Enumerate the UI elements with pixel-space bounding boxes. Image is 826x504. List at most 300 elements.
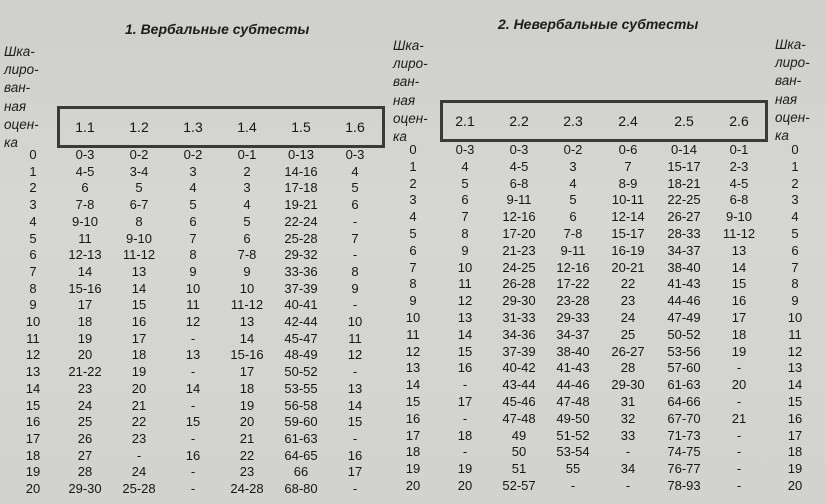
raw-score-cell: 0-13 [287, 147, 315, 162]
raw-score-cell: 12 [457, 293, 473, 309]
raw-score-cell: 28 [620, 360, 636, 376]
raw-score-cell: 78-93 [667, 478, 701, 493]
scale-score-cell: 10 [787, 310, 803, 325]
raw-score-cell: 3-4 [129, 163, 149, 179]
raw-score-cell: 12 [347, 347, 363, 363]
raw-score-cell: 16 [185, 447, 201, 463]
raw-score-cell: 9-10 [71, 213, 99, 229]
raw-score-cell: 50-52 [284, 364, 318, 380]
raw-score-cell: 13 [731, 242, 747, 258]
raw-score-cell: 0-6 [618, 142, 638, 157]
scale-score-cell: 13 [25, 364, 41, 380]
raw-score-cell: 15-16 [230, 347, 264, 363]
raw-score-cell: 34-37 [667, 242, 701, 258]
scale-score-cell: 11 [406, 326, 420, 342]
raw-score-cell: 45-47 [284, 330, 318, 346]
raw-score-cell: 29-30 [502, 293, 536, 309]
raw-score-cell: 34-36 [502, 326, 536, 342]
column-header: 1.6 [345, 119, 365, 135]
column-header: 2.5 [674, 113, 694, 129]
scale-score-cell: 14 [787, 377, 803, 393]
raw-score-cell: - [736, 360, 742, 376]
scale-score-cell: 0 [791, 142, 799, 157]
raw-score-cell: 14 [185, 380, 201, 396]
scale-score-cell: 17 [787, 427, 803, 443]
scale-score-cell: 9 [409, 293, 417, 309]
raw-score-cell: 6 [351, 197, 359, 213]
scale-score-cell: 9 [29, 297, 37, 313]
raw-score-cell: 22-25 [667, 192, 701, 208]
scale-score-cell: 1 [409, 158, 417, 174]
raw-score-cell: 19 [131, 364, 147, 380]
raw-score-cell: 15-17 [611, 226, 645, 241]
column-header: 1.5 [291, 119, 311, 135]
scale-score-cell: 15 [25, 397, 41, 413]
raw-score-cell: 18 [239, 380, 255, 396]
raw-score-cell: 74-75 [667, 444, 701, 460]
raw-score-cell: 19-21 [284, 197, 318, 213]
raw-score-cell: 21-23 [502, 242, 536, 258]
raw-score-cell: 17-22 [556, 276, 590, 292]
raw-score-cell: 76-77 [667, 461, 701, 477]
raw-score-cell: 47-48 [556, 394, 590, 409]
raw-score-cell: - [136, 447, 142, 463]
raw-score-cell: 28 [77, 464, 93, 480]
column-header: 1.3 [183, 119, 203, 135]
column-header: 2.2 [509, 113, 529, 129]
raw-score-cell: 23 [620, 293, 636, 309]
raw-score-cell: 50-52 [667, 326, 701, 342]
raw-score-cell: 9-11 [560, 242, 586, 258]
raw-score-cell: 9 [351, 280, 359, 296]
raw-score-cell: 12 [185, 314, 201, 329]
scale-score-cell: 18 [787, 444, 803, 460]
raw-score-cell: 13 [185, 347, 201, 363]
scale-score-cell: 20 [25, 481, 41, 496]
raw-score-cell: 17 [457, 394, 473, 409]
column-header: 1.1 [75, 119, 95, 135]
raw-score-cell: 52-57 [502, 478, 536, 493]
scale-score-label-middle: Шка- лиро- ван- ная оцен- ка [393, 38, 428, 145]
raw-score-cell: 9 [189, 263, 197, 279]
raw-score-cell: 23 [239, 464, 255, 480]
raw-score-cell: 20 [731, 377, 747, 393]
raw-score-cell: 14 [347, 397, 363, 413]
raw-score-cell: 29-30 [68, 481, 102, 496]
raw-score-cell: 17 [239, 364, 255, 380]
raw-score-cell: 11-12 [122, 247, 156, 263]
scale-score-cell: 18 [25, 447, 41, 463]
raw-score-cell: 3 [189, 163, 197, 179]
raw-score-cell: 6 [569, 209, 577, 225]
raw-score-cell: 12-16 [502, 209, 536, 225]
raw-score-cell: - [352, 213, 358, 229]
raw-score-cell: 15 [185, 414, 201, 430]
raw-score-cell: 48-49 [284, 347, 318, 363]
raw-score-cell: - [736, 478, 742, 493]
raw-score-cell: 0-3 [345, 147, 365, 162]
raw-score-cell: 24-28 [230, 481, 264, 496]
scale-score-cell: 20 [405, 478, 421, 493]
raw-score-cell: 50 [511, 444, 527, 460]
raw-score-cell: 7 [189, 230, 197, 246]
scale-score-cell: 4 [29, 213, 37, 229]
raw-score-cell: 16 [131, 314, 147, 329]
raw-score-cell: 55 [565, 461, 581, 477]
scale-score-cell: 14 [25, 380, 41, 396]
raw-score-cell: 49-50 [556, 410, 590, 426]
scale-score-cell: 16 [25, 414, 41, 430]
raw-score-cell: 23-28 [556, 293, 590, 309]
scale-score-cell: 11 [788, 326, 802, 342]
raw-score-cell: 25 [77, 414, 93, 430]
raw-score-cell: 3 [243, 180, 251, 196]
scale-score-cell: 13 [405, 360, 421, 376]
raw-score-cell: 15 [347, 414, 363, 430]
raw-score-cell: 15-17 [667, 158, 701, 174]
raw-score-cell: 64-66 [667, 394, 701, 409]
scale-score-cell: 12 [405, 343, 421, 359]
raw-score-cell: - [190, 364, 196, 380]
raw-score-cell: 6-8 [509, 175, 529, 191]
raw-score-cell: - [462, 410, 468, 426]
raw-score-cell: 10 [347, 314, 363, 329]
scale-score-cell: 15 [405, 394, 421, 409]
raw-score-cell: 21 [239, 430, 255, 446]
scale-score-cell: 5 [409, 226, 417, 241]
raw-score-cell: 40-41 [284, 297, 318, 313]
raw-score-cell: 0-2 [563, 142, 583, 157]
raw-score-cell: 24 [131, 464, 147, 480]
raw-score-cell: 5 [461, 175, 469, 191]
raw-score-cell: 17-20 [502, 226, 536, 241]
raw-score-cell: 22 [131, 414, 147, 430]
raw-score-cell: - [190, 430, 196, 446]
raw-score-cell: 5 [189, 197, 197, 213]
raw-score-cell: 29-32 [284, 247, 318, 263]
raw-score-cell: 17 [731, 310, 747, 325]
raw-score-cell: 15 [731, 276, 747, 292]
raw-score-cell: 4 [461, 158, 469, 174]
raw-score-cell: 3 [569, 158, 577, 174]
scale-score-cell: 1 [791, 158, 799, 174]
raw-score-cell: 43-44 [502, 377, 536, 393]
raw-score-cell: - [625, 478, 631, 493]
raw-score-cell: 24 [620, 310, 636, 325]
raw-score-cell: 6-8 [729, 192, 749, 208]
raw-score-cell: 26-27 [667, 209, 701, 225]
raw-score-cell: 0-1 [729, 142, 749, 157]
raw-score-cell: - [462, 444, 468, 460]
raw-score-cell: 6-7 [129, 197, 149, 213]
raw-score-cell: 14-16 [284, 163, 318, 179]
raw-score-cell: 14 [77, 263, 93, 279]
raw-score-cell: 25 [620, 326, 636, 342]
raw-score-cell: 4 [569, 175, 577, 191]
scale-score-cell: 9 [791, 293, 799, 309]
scale-score-cell: 0 [29, 147, 37, 162]
raw-score-cell: 66 [293, 464, 309, 480]
raw-score-cell: 7 [624, 158, 632, 174]
column-header: 2.6 [729, 113, 749, 129]
raw-score-cell: 51-52 [556, 427, 590, 443]
scale-score-cell: 3 [409, 192, 417, 208]
raw-score-cell: 18 [457, 427, 473, 443]
raw-score-cell: 40-42 [502, 360, 536, 376]
raw-score-cell: 14 [131, 280, 147, 296]
raw-score-cell: 16 [731, 293, 747, 309]
scale-score-cell: 19 [405, 461, 421, 477]
raw-score-cell: 2 [243, 163, 251, 179]
scale-score-cell: 8 [29, 280, 37, 296]
raw-score-cell: 5 [135, 180, 143, 196]
raw-score-cell: 33-36 [284, 263, 318, 279]
raw-score-cell: - [352, 481, 358, 496]
raw-score-cell: - [352, 364, 358, 380]
raw-score-cell: 21-22 [68, 364, 102, 380]
raw-score-cell: 68-80 [284, 481, 318, 496]
raw-score-cell: 14 [239, 330, 255, 346]
raw-score-cell: 26-28 [502, 276, 536, 292]
raw-score-cell: 9 [461, 242, 469, 258]
scale-score-cell: 3 [791, 192, 799, 208]
raw-score-cell: - [736, 444, 742, 460]
raw-score-cell: 4 [189, 180, 197, 196]
raw-score-cell: 28-33 [667, 226, 701, 241]
raw-score-cell: 13 [347, 380, 363, 396]
raw-score-cell: 17 [131, 330, 147, 346]
raw-score-cell: 11 [458, 276, 472, 292]
scale-score-cell: 3 [29, 197, 37, 213]
raw-score-cell: 59-60 [284, 414, 318, 430]
raw-score-cell: 21 [731, 410, 747, 426]
scale-score-label-left: Шка- лиро- ван- ная оцен- ка [4, 44, 39, 151]
scale-score-cell: 6 [409, 242, 417, 258]
raw-score-cell: 8 [351, 263, 359, 279]
scale-score-cell: 18 [405, 444, 421, 460]
raw-score-cell: 14 [731, 259, 747, 275]
column-header: 1.4 [237, 119, 257, 135]
raw-score-cell: 9 [243, 263, 251, 279]
raw-score-cell: 22 [239, 447, 255, 463]
raw-score-cell: 0-3 [509, 142, 529, 157]
scale-score-cell: 15 [787, 394, 803, 409]
raw-score-cell: 16 [347, 447, 363, 463]
raw-score-cell: 42-44 [284, 314, 318, 329]
raw-score-cell: 12-14 [611, 209, 645, 225]
raw-score-cell: - [736, 461, 742, 477]
scale-score-cell: 4 [409, 209, 417, 225]
raw-score-cell: 21 [131, 397, 147, 413]
raw-score-cell: 20 [131, 380, 147, 396]
scale-score-cell: 20 [787, 478, 803, 493]
raw-score-cell: 12-13 [68, 247, 102, 263]
scale-score-cell: 11 [26, 330, 40, 346]
scale-score-cell: 17 [25, 430, 41, 446]
raw-score-cell: 19 [239, 397, 255, 413]
raw-score-cell: 27 [77, 447, 93, 463]
raw-score-cell: 11 [78, 230, 92, 246]
scale-score-cell: 16 [405, 410, 421, 426]
scale-score-cell: 12 [25, 347, 41, 363]
raw-score-cell: 13 [457, 310, 473, 325]
raw-score-cell: 16 [457, 360, 473, 376]
raw-score-cell: 15-16 [68, 280, 102, 296]
raw-score-cell: 37-39 [502, 343, 536, 359]
raw-score-cell: 6 [189, 213, 197, 229]
raw-score-cell: 15 [131, 297, 147, 313]
raw-score-cell: 8 [135, 213, 143, 229]
raw-score-cell: 13 [239, 314, 255, 329]
scale-score-cell: 5 [29, 230, 37, 246]
raw-score-cell: 20-21 [611, 259, 645, 275]
scale-score-cell: 19 [787, 461, 803, 477]
scale-score-cell: 2 [29, 180, 37, 196]
raw-score-cell: 45-46 [502, 394, 536, 409]
raw-score-cell: 0-3 [75, 147, 95, 162]
scale-score-cell: 7 [409, 259, 417, 275]
scale-score-cell: 6 [791, 242, 799, 258]
raw-score-cell: 20 [457, 478, 473, 493]
raw-score-cell: 13 [131, 263, 147, 279]
raw-score-cell: 49 [511, 427, 527, 443]
scale-score-cell: 12 [787, 343, 803, 359]
raw-score-cell: 29-33 [556, 310, 590, 325]
raw-score-cell: 53-54 [556, 444, 590, 460]
raw-score-cell: 24 [77, 397, 93, 413]
raw-score-cell: 11 [186, 297, 200, 313]
raw-score-cell: 12-16 [556, 259, 590, 275]
raw-score-cell: 0-14 [670, 142, 698, 157]
raw-score-cell: 11-12 [230, 297, 264, 313]
raw-score-cell: 67-70 [667, 410, 701, 426]
raw-score-cell: 16-19 [611, 242, 645, 258]
raw-score-cell: 10 [457, 259, 473, 275]
raw-score-cell: 15 [457, 343, 473, 359]
raw-score-cell: 4-5 [75, 163, 95, 179]
raw-score-cell: - [190, 397, 196, 413]
raw-score-cell: 0-2 [129, 147, 149, 162]
raw-score-cell: 18 [131, 347, 147, 363]
raw-score-cell: 24-25 [502, 259, 536, 275]
nonverbal-subtests-title: 2. Невербальные субтесты [498, 16, 699, 32]
raw-score-cell: 7-8 [563, 226, 583, 241]
raw-score-cell: 51 [511, 461, 527, 477]
raw-score-cell: 9-10 [725, 209, 753, 225]
raw-score-cell: 8-9 [618, 175, 638, 191]
raw-score-cell: 5 [569, 192, 577, 208]
raw-score-cell: - [736, 394, 742, 409]
scale-score-cell: 2 [409, 175, 417, 191]
scale-score-cell: 0 [409, 142, 417, 157]
verbal-subtests-title: 1. Вербальные субтесты [125, 21, 310, 37]
raw-score-cell: - [352, 247, 358, 263]
raw-score-cell: 32 [620, 410, 636, 426]
scale-score-cell: 2 [791, 175, 799, 191]
raw-score-cell: 19 [77, 330, 93, 346]
raw-score-cell: 47-49 [667, 310, 701, 325]
scale-score-cell: 5 [791, 226, 799, 241]
raw-score-cell: 34-37 [556, 326, 590, 342]
raw-score-cell: 22 [620, 276, 636, 292]
raw-score-cell: 41-43 [667, 276, 701, 292]
raw-score-cell: 2-3 [729, 158, 749, 174]
verbal-header-box [57, 106, 385, 148]
raw-score-cell: - [570, 478, 576, 493]
scale-score-cell: 16 [787, 410, 803, 426]
raw-score-cell: 4 [351, 163, 359, 179]
raw-score-cell: 7-8 [75, 197, 95, 213]
raw-score-cell: 37-39 [284, 280, 318, 296]
raw-score-cell: 25-28 [122, 481, 156, 496]
scale-score-cell: 10 [405, 310, 421, 325]
raw-score-cell: 10-11 [611, 192, 645, 208]
raw-score-cell: 17-18 [284, 180, 318, 196]
column-header: 1.2 [129, 119, 149, 135]
raw-score-cell: 8 [189, 247, 197, 263]
raw-score-cell: 19 [457, 461, 473, 477]
raw-score-cell: 23 [131, 430, 147, 446]
raw-score-cell: 53-56 [667, 343, 701, 359]
raw-score-cell: 7 [461, 209, 469, 225]
scale-score-cell: 14 [405, 377, 421, 393]
raw-score-cell: 6 [81, 180, 89, 196]
scale-score-cell: 4 [791, 209, 799, 225]
raw-score-cell: 44-46 [667, 293, 701, 309]
scale-score-cell: 7 [791, 259, 799, 275]
raw-score-cell: 61-63 [667, 377, 701, 393]
raw-score-cell: 0-1 [237, 147, 257, 162]
raw-score-cell: 10 [185, 280, 201, 296]
raw-score-cell: 18 [731, 326, 747, 342]
column-header: 2.4 [618, 113, 638, 129]
raw-score-cell: 11 [348, 330, 362, 346]
raw-score-cell: 18 [77, 314, 93, 329]
raw-score-cell: 0-2 [183, 147, 203, 162]
raw-score-cell: 6 [461, 192, 469, 208]
raw-score-cell: 29-30 [611, 377, 645, 393]
raw-score-cell: 7-8 [237, 247, 257, 263]
raw-score-cell: 26-27 [611, 343, 645, 359]
raw-score-cell: 38-40 [667, 259, 701, 275]
raw-score-cell: 11-12 [722, 226, 756, 241]
raw-score-cell: 57-60 [667, 360, 701, 376]
raw-score-cell: - [190, 464, 196, 480]
raw-score-cell: - [190, 330, 196, 346]
raw-score-cell: 18-21 [667, 175, 701, 191]
raw-score-cell: 4 [243, 197, 251, 213]
raw-score-cell: - [352, 297, 358, 313]
raw-score-cell: 47-48 [502, 410, 536, 426]
raw-score-cell: - [352, 430, 358, 446]
scale-score-cell: 13 [787, 360, 803, 376]
raw-score-cell: 20 [239, 414, 255, 430]
scale-score-cell: 8 [409, 276, 417, 292]
raw-score-cell: 26 [77, 430, 93, 446]
raw-score-cell: 20 [77, 347, 93, 363]
column-header: 2.3 [563, 113, 583, 129]
raw-score-cell: 17 [347, 464, 363, 480]
raw-score-cell: 56-58 [284, 397, 318, 413]
raw-score-cell: 0-3 [455, 142, 475, 157]
raw-score-cell: 19 [731, 343, 747, 359]
raw-score-cell: 44-46 [556, 377, 590, 393]
raw-score-cell: 23 [77, 380, 93, 396]
raw-score-cell: 4-5 [729, 175, 749, 191]
raw-score-cell: 9-10 [125, 230, 153, 246]
raw-score-cell: - [462, 377, 468, 393]
scale-score-cell: 8 [791, 276, 799, 292]
